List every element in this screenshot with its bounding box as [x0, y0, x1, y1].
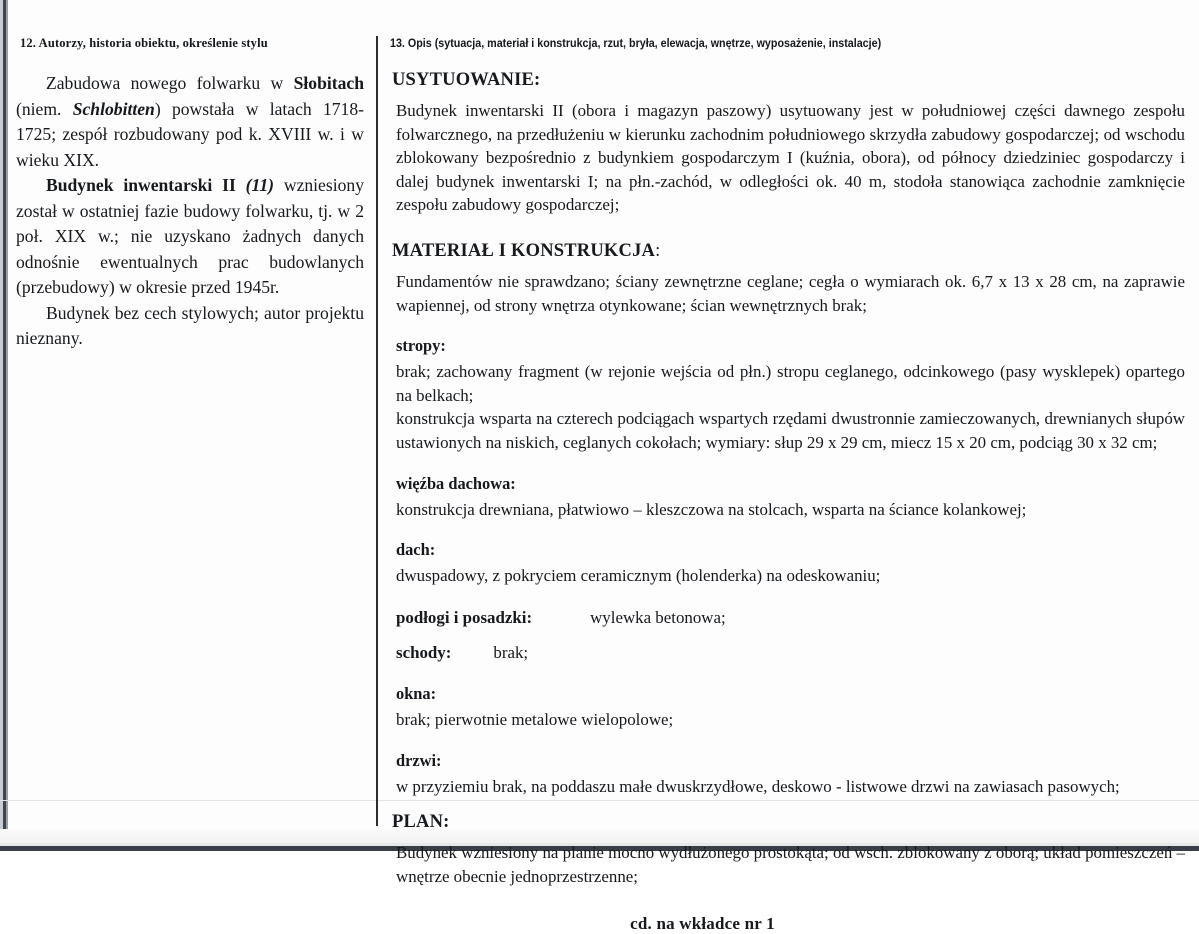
text-run: Zabudowa nowego folwarku w [46, 73, 294, 93]
section-title-material-konstrukcja [392, 239, 1185, 263]
continuation-note: cd. na wkładce nr 1 [630, 914, 775, 934]
spacer [390, 629, 1185, 641]
subsection-title-dach: dach: [396, 540, 436, 560]
field-13-header: 13. Opis (sytuacja, materiał i konstrukcja, rzut, bryła, elewacja, wnętrze, wyposażenie, instalacje) [390, 36, 882, 50]
subsection-title-stropy: stropy: [396, 336, 446, 356]
subsection-body-stropy-2: konstrukcja wsparta na czterech podciągach wspartych rzędami dwustronnie zamieczowanych, drewnianych słupów ustawionych na niskich, ceglanych cokołach; wymiary: słup 29 x 29 cm, miecz 15 x 20 cm, podciąg 30 x 32 cm; [396, 409, 1185, 452]
text-run: (niem. [16, 98, 73, 119]
section-body-material: Fundamentów nie sprawdzano; ściany zewnętrzne ceglane; cegła o wymiarach ok. 6,7 x 13 x 28 cm, na zaprawie wapiennej, od strony wnętrza otynkowane; ścian wewnętrznych brak; [396, 271, 1185, 315]
subsection-body-dach: dwuspadowy, z pokryciem ceramicznym (holenderka) na odeskowaniu; [396, 566, 881, 586]
place-name-slobitach: Słobitach [293, 73, 364, 93]
subsection-label-schody: schody: [396, 643, 452, 663]
spacer [390, 732, 1185, 750]
field-12-column [16, 36, 364, 352]
subsection-title-drzwi: drzwi: [396, 750, 442, 770]
spacer [390, 317, 1185, 335]
column-divider [376, 36, 378, 826]
spacer [390, 798, 1185, 810]
section-body-plan: Budynek wzniesiony na planie mocno wydłużonego prostokąta; od wsch. zblokowany z oborą; układ pomieszczeń – wnętrze obecnie jednoprzestrzenne; [396, 843, 1185, 886]
subsection-label-podlogi: podłogi i posadzki: [396, 607, 533, 627]
german-name-schlobitten: Schlobitten [72, 98, 155, 119]
field-12-body [16, 71, 364, 352]
scan-edge-left-inner [6, 0, 8, 851]
spacer [390, 455, 1185, 473]
section-body-usytuowanie: Budynek inwentarski II (obora i magazyn paszowy) usytuowany jest w południowej części dawnego zespołu folwarcznego, na przedłużeniu w kierunku zachodnim południowego skrzydła zabudowy gospodarczej; od wschodu zblokowany bezpośrednio z budynkiem gospodarczym I (kuźnia, obora), od północy dziedziniec gospodarczy i dalej budynek inwentarski I; na płn.-zachód, w odległości ok. 40 m, stodoła stanowiąca zachodnie zamknięcie zespołu zabudowy gospodarczej; [396, 101, 1185, 215]
paragraph-building-dating [16, 173, 364, 301]
spacer [390, 217, 1185, 239]
subsection-body-wiezba-dachowa: konstrukcja drewniana, płatwiowo – kleszczowa na stolcach, wsparta na ściance kolankowej; [396, 499, 1027, 519]
subsection-value-schody: brak; [493, 643, 529, 663]
section-title-material-colon: : [655, 240, 661, 261]
building-number-label: (11) [245, 175, 275, 195]
subsection-title-wiezba-dachowa: więźba dachowa: [396, 473, 516, 493]
spacer [390, 665, 1185, 683]
section-title-material-text: MATERIAŁ I KONSTRUKCJA [392, 240, 656, 261]
subsection-body-stropy-1: brak; zachowany fragment (w rejonie wejścia od płn.) stropu ceglanego, odcinkowego (pasy wysklepek) opartego na belkach; [396, 362, 1185, 405]
paragraph-style-author: Budynek bez cech stylowych; autor projektu nieznany. [16, 302, 364, 348]
text-run: ) powstała w latach 1718-1725; zespół rozbudowany pod k. XVIII w. i w wieku XIX. [16, 98, 364, 170]
building-name-label: Budynek inwentarski II [46, 175, 246, 195]
subsection-value-podlogi: wylewka betonowa; [590, 607, 726, 627]
subsection-body-okna: brak; pierwotnie metalowe wielopolowe; [396, 709, 674, 729]
field-13-body [390, 68, 1185, 934]
field-13-column [390, 36, 1185, 934]
paragraph-history-origin [16, 71, 364, 173]
spacer [390, 588, 1185, 606]
subsection-schody [396, 641, 1185, 665]
subsection-body-drzwi: w przyziemiu brak, na poddaszu małe dwuskrzydłowe, deskowo - listwowe drzwi na zawiasach pasowych; [396, 776, 1120, 796]
text-run: wzniesiony został w ostatniej fazie budowy folwarku, tj. w 2 poł. XIX w.; nie uzyskano żadnych danych odnośnie ewentualnych prac budowlanych (przebudowy) w okresie przed 1945r. [16, 175, 364, 297]
section-title-usytuowanie: USYTUOWANIE: [392, 70, 541, 90]
subsection-title-okna: okna: [396, 683, 437, 703]
section-title-plan: PLAN: [392, 812, 450, 833]
subsection-podlogi-i-posadzki [396, 606, 1185, 630]
field-12-header: 12. Autorzy, historia obiektu, określenie stylu [20, 36, 268, 50]
spacer [390, 521, 1185, 539]
